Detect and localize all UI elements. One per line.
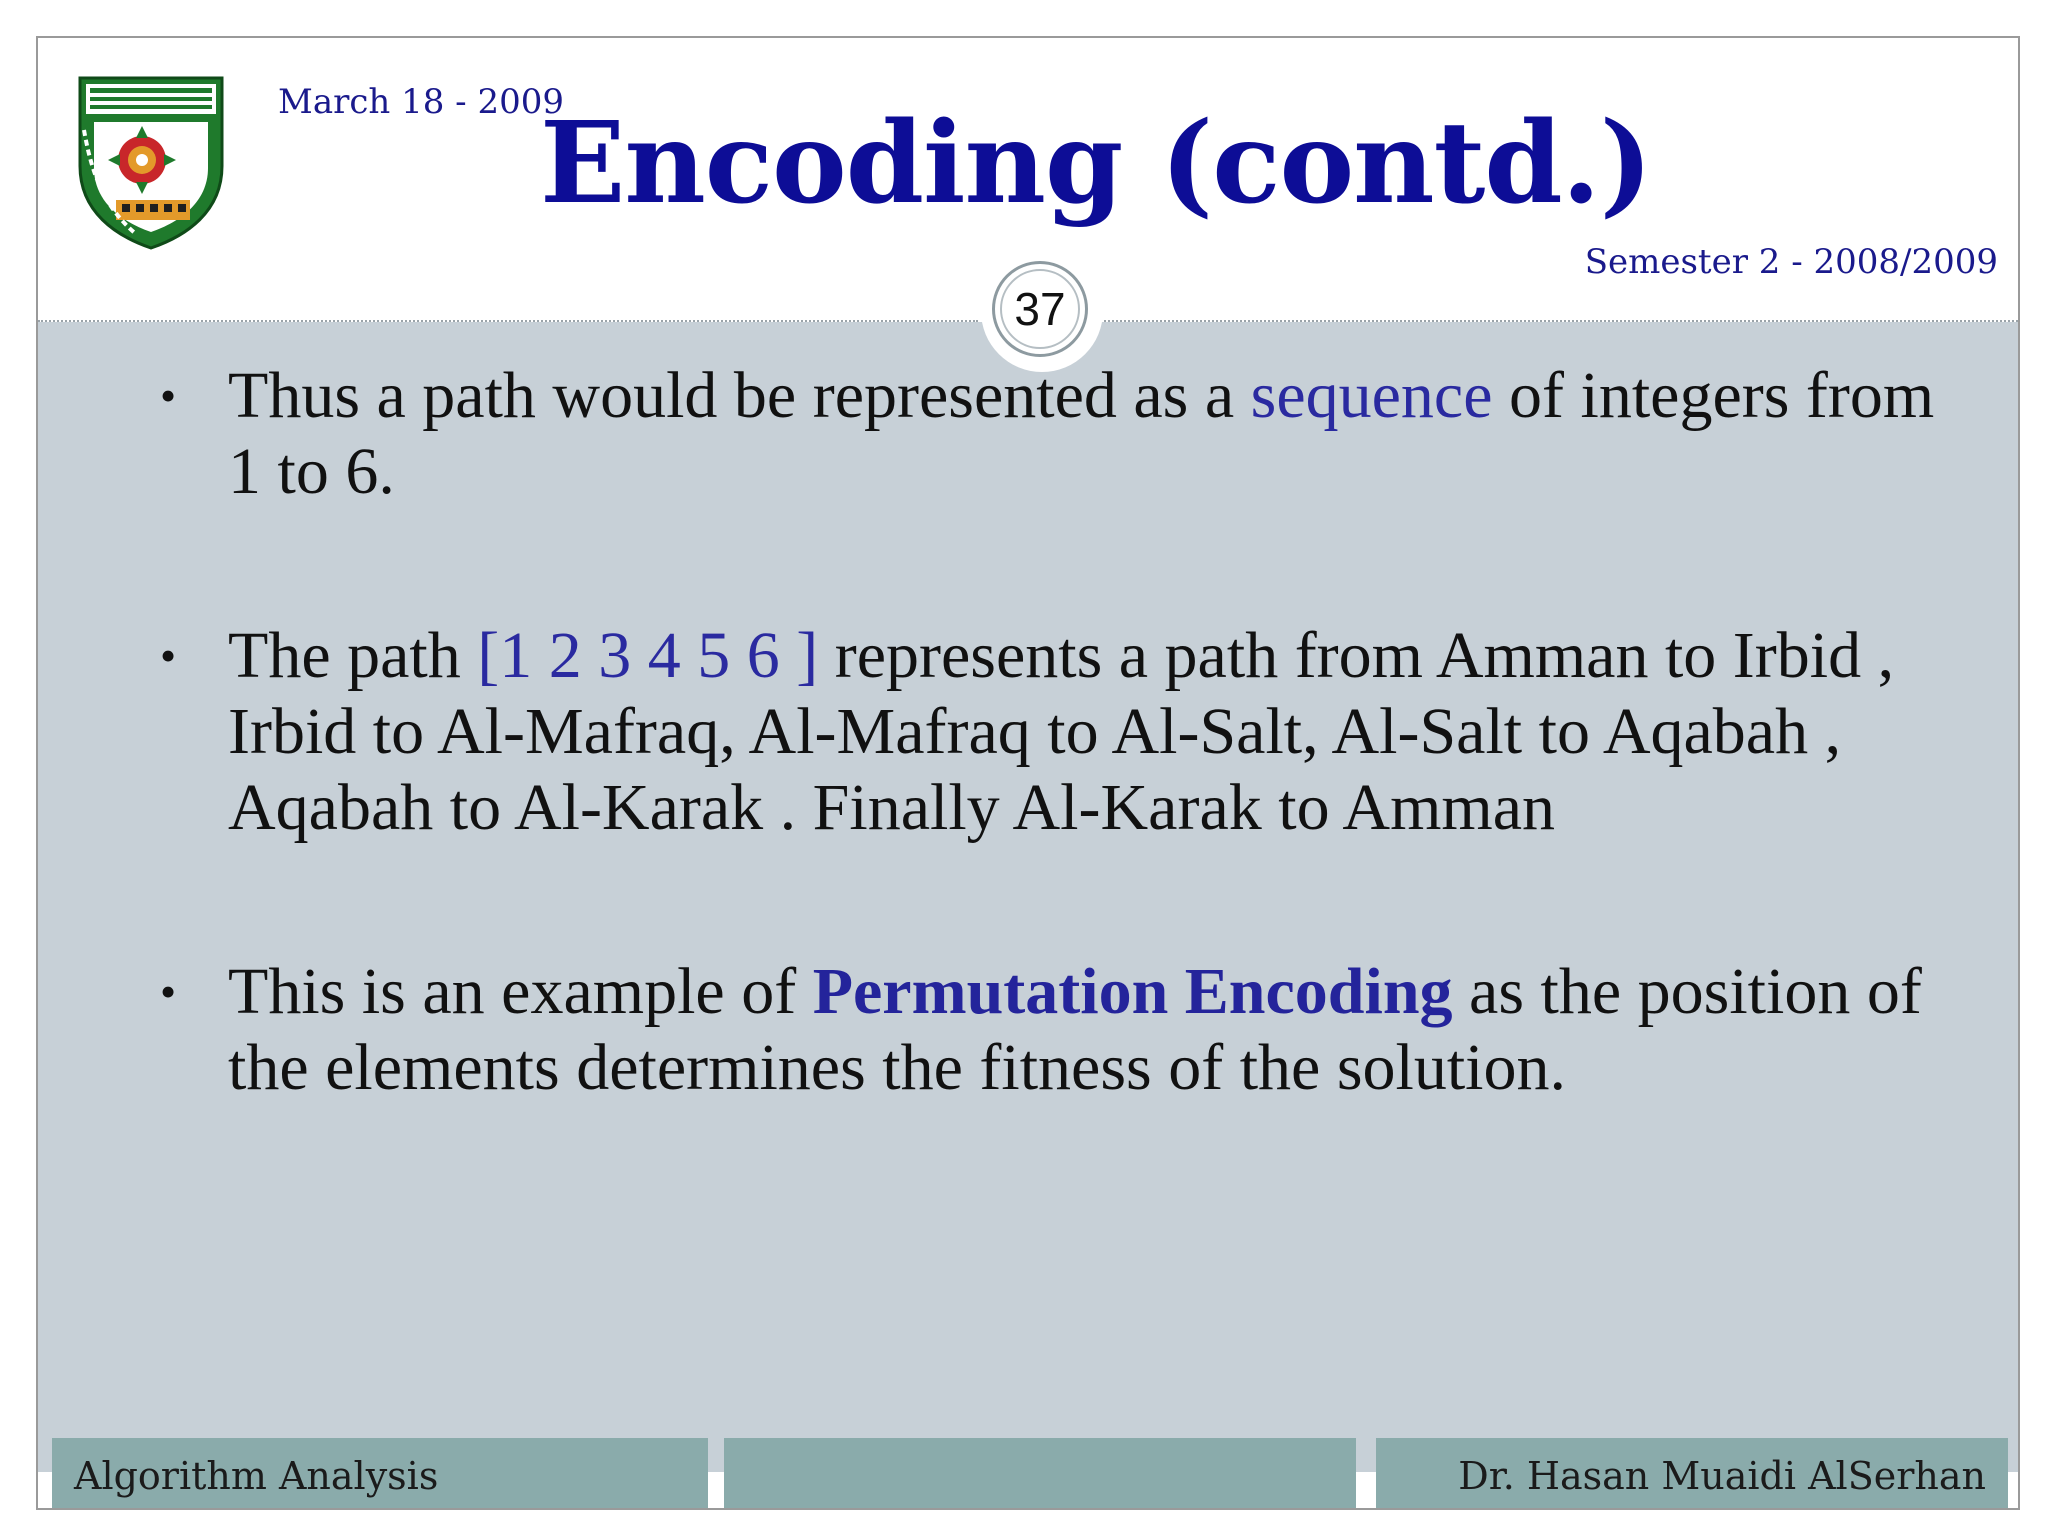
page-number-badge (981, 250, 1103, 372)
slide-title: Encoding (contd.) (540, 98, 1652, 229)
bullet-item (120, 618, 1980, 846)
footer-middle (724, 1438, 1356, 1508)
slide-date: March 18 - 2009 (278, 82, 564, 122)
semester-label: Semester 2 - 2008/2009 (1584, 242, 1998, 282)
course-name: Algorithm Analysis (74, 1454, 439, 1498)
bullet-item (120, 954, 1980, 1106)
bullet-text: This is an example of (228, 955, 813, 1028)
bullet-highlight: sequence (1250, 359, 1493, 432)
footer-left (52, 1438, 708, 1508)
university-logo (76, 74, 226, 250)
header-divider-right (1104, 320, 2020, 322)
bullet-text: Thus a path would be represented as a (228, 359, 1251, 432)
bullet-text: The path (228, 619, 478, 692)
bullet-highlight: Permutation Encoding (812, 955, 1453, 1028)
header-divider-left (38, 320, 978, 322)
bullet-dot-icon: • (160, 370, 177, 421)
bullet-list (120, 358, 1980, 1106)
bullet-text: represents a path from Amman to Irbid , Irbid to Al-Mafraq, Al-Mafraq to Al-Salt, Al-Salt to Aqabah , Aqabah to Al-Karak . Finally Al-Karak to Amman (228, 619, 1895, 844)
page-number: 37 (1000, 269, 1080, 349)
bullet-text: as the position of the elements determines the fitness of the solution. (228, 955, 1922, 1104)
page-number-ring (992, 261, 1088, 357)
slide (36, 36, 2020, 1510)
author-name: Dr. Hasan Muaidi AlSerhan (1458, 1454, 1986, 1498)
footer-right (1376, 1438, 2008, 1508)
bullet-highlight: [1 2 3 4 5 6 ] (477, 619, 819, 692)
bullet-dot-icon: • (160, 966, 177, 1017)
bullet-dot-icon: • (160, 630, 177, 681)
bullet-text: of integers from 1 to 6. (228, 359, 1935, 508)
bullet-item (120, 358, 1980, 510)
